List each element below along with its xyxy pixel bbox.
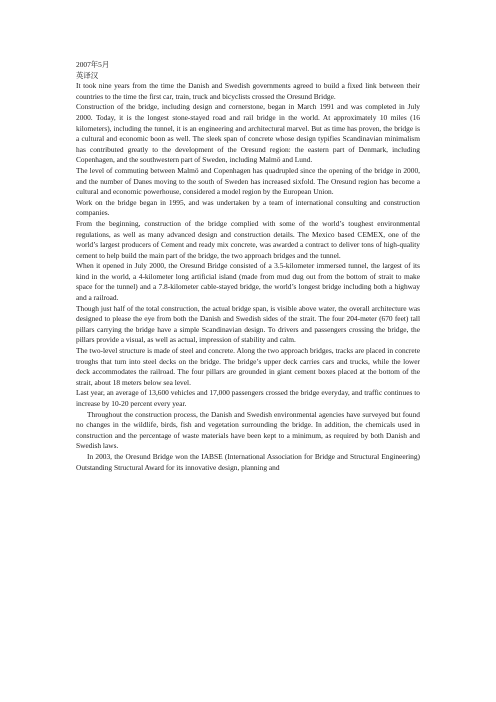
document-date: 2007年5月 [76, 60, 110, 69]
paragraph: Throughout the construction process, the Danish and Swedish environmental agencies have surveyed but found no changes in the wildlife, birds, fish and vegetation surrounding the bridge. In addition, the chemicals used in construction and the percentage of waste materials have been kept to a minimum, as required by both Danish and Swedish laws. [76, 409, 420, 451]
paragraph: Last year, an average of 13,600 vehicles and 17,000 passengers crossed the bridge everyday, and traffic continues to increase by 10-20 percent every year. [76, 388, 420, 408]
paragraph: Work on the bridge began in 1995, and was undertaken by a team of international consulting and construction companies. [76, 197, 420, 218]
document-subtitle: 英译汉 [76, 70, 99, 80]
paragraph: It took nine years from the time the Danish and Swedish governments agreed to build a fixed link between their countries to the time the first car, train, truck and bicyclists crossed the Oresund Bridge. [76, 81, 420, 101]
paragraph: When it opened in July 2000, the Oresund Bridge consisted of a 3.5-kilometer immersed tunnel, the largest of its kind in the world, a 4-kilometer long artificial island (made from mud dug out from the bottom of strait to make space for the tunnel) and a 7.8-kilometer cable-stayed bridge, the world’s longest bridge including both a highway and a railroad. [76, 261, 420, 303]
paragraph: In 2003, the Oresund Bridge won the IABSE (International Association for Bridge and Structural Engineering) Outstanding Structural Award for its innovative design, planning and [76, 451, 420, 472]
paragraph: The two-level structure is made of steel and concrete. Along the two approach bridges, tracks are placed in concrete troughs that turn into steel decks on the bridge. The bridge’s upper deck carries cars and trucks, while the lower deck accommodates the railroad. The four pillars are grounded in giant cement boxes placed at the bottom of the strait, about 18 meters below sea level. [76, 346, 420, 387]
document-body [76, 60, 420, 473]
paragraph: Though just half of the total construction, the actual bridge span, is visible above water, the overall architecture was designed to please the eye from both the Danish and Swedish sides of the strait. The four 204-meter (670 feet) tall pillars carrying the bridge have a simple Scandinavian design. To drivers and passengers crossing the bridge, the pillars provide a visual, as well as actual, impression of stability and calm. [76, 303, 420, 345]
paragraph: From the beginning, construction of the bridge complied with some of the world’s toughest environmental regulations, as well as many advanced design and construction details. The Mexico based CEMEX, one of the world’s largest producers of Cement and ready mix concrete, was awarded a contract to deliver tons of high-quality cement to help build the main part of the bridge, the two approach bridges and the tunnel. [76, 218, 420, 260]
paragraph: The level of commuting between Malmö and Copenhagen has quadrupled since the opening of the bridge in 2000, and the number of Danes moving to the south of Sweden has increased sixfold. The Oresund region has become a cultural and economic powerhouse, considered a model region by the European Union. [76, 165, 420, 197]
paragraph: Construction of the bridge, including design and cornerstone, began in March 1991 and was completed in July 2000. Today, it is the longest stone-stayed road and rail bridge in the world. At approximately 10 miles (16 kilometers), including the tunnel, it is an engineering and architectural marvel. But as time has proven, the bridge is a cultural and economic boon as well. The sleek span of concrete whose design typifies Scandinavian minimalism has contributed greatly to the development of the Oresund region: the eastern part of Denmark, including Copenhagen, and the southwestern part of Sweden, including Malmö and Lund. [76, 102, 420, 165]
paragraph-list [76, 81, 420, 473]
